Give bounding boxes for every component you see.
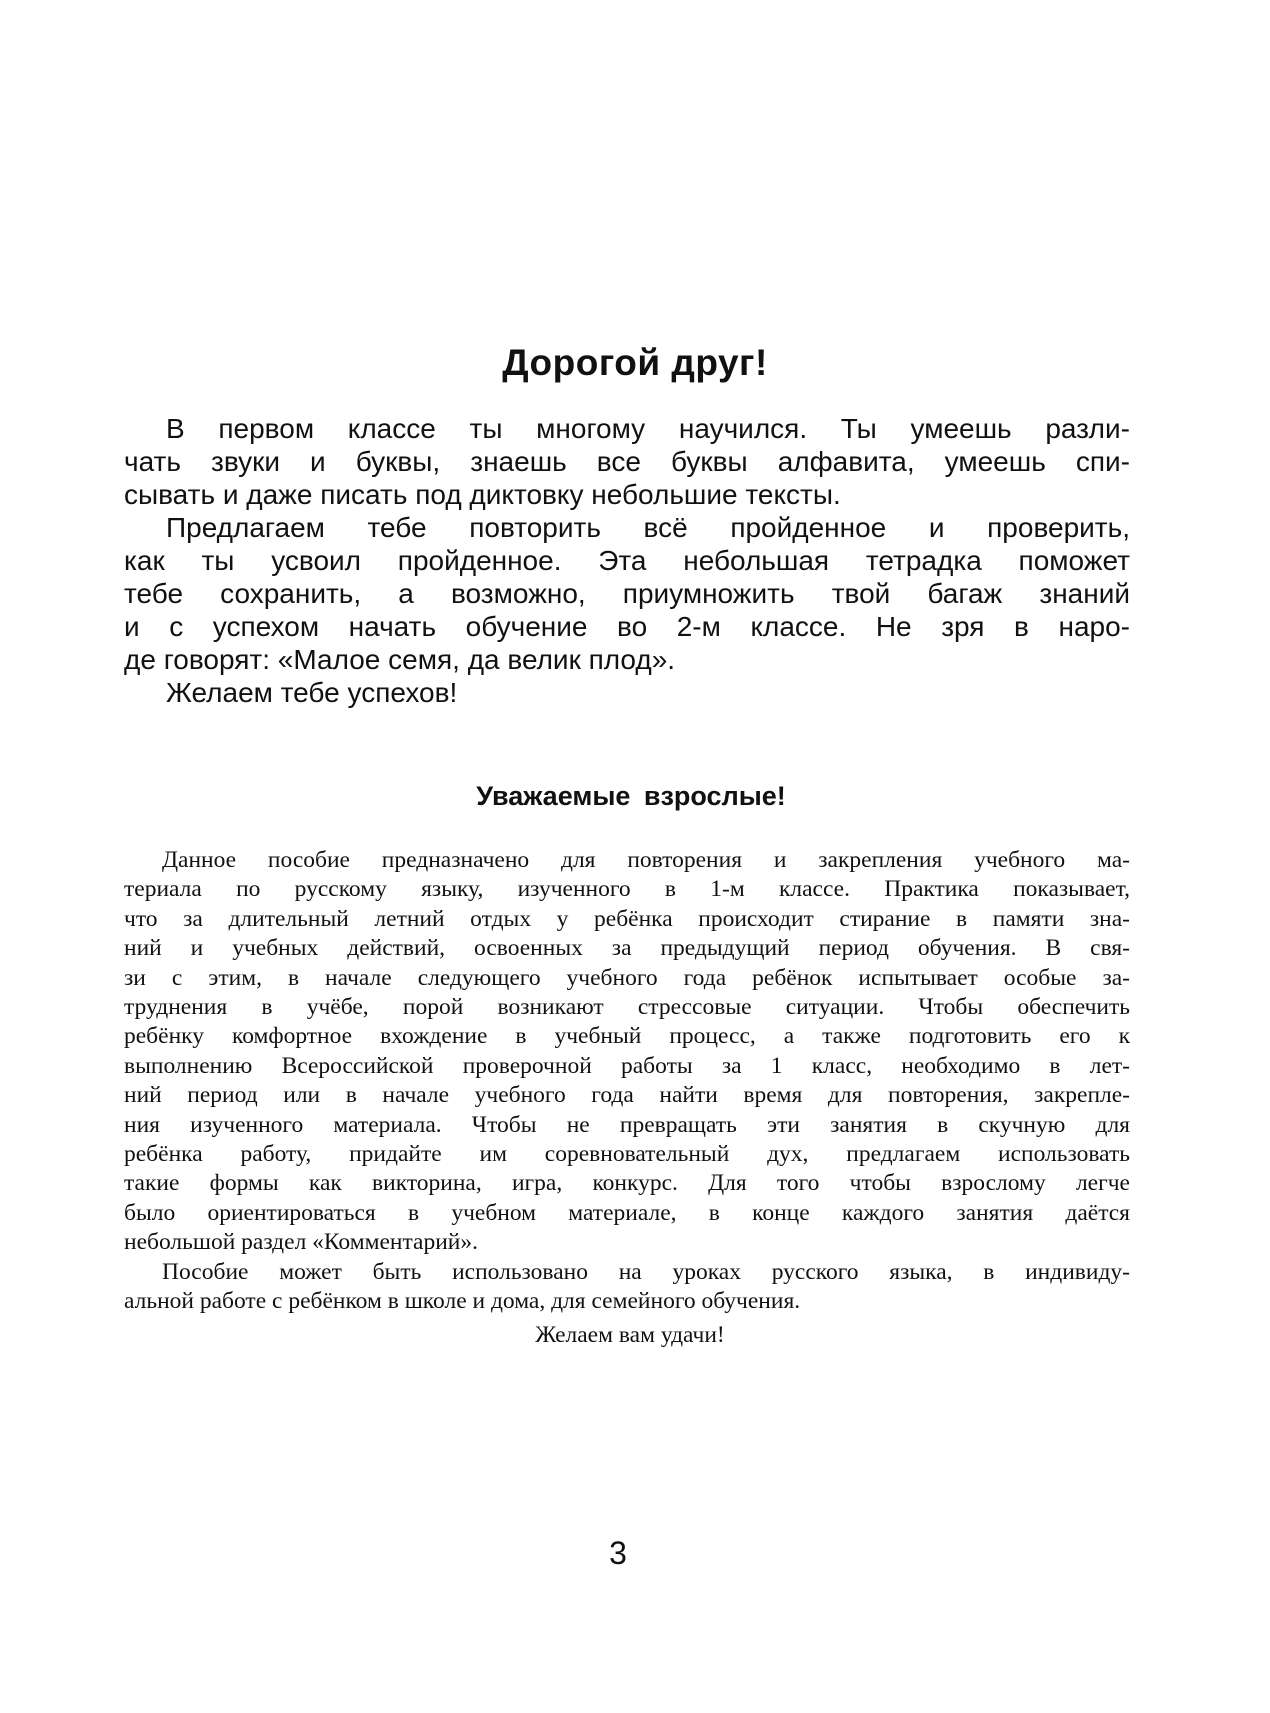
text-line: было ориентироваться в учебном материале, в конце каждого занятия даётся bbox=[124, 1199, 1130, 1226]
text-line: ния изученного материала. Чтобы не превращать эти занятия в скучную для bbox=[124, 1111, 1130, 1138]
text-line: Желаем тебе успехов! bbox=[166, 677, 458, 708]
closing-wish: Желаем вам удачи! bbox=[535, 1322, 725, 1348]
text-line: сывать и даже писать под диктовку небольшие тексты. bbox=[124, 479, 841, 510]
text-line: и с успехом начать обучение во 2-м классе. Не зря в наро- bbox=[124, 611, 1130, 642]
text-line: ребёнку комфортное вхождение в учебный процесс, а также подготовить его к bbox=[124, 1023, 1130, 1050]
text-line: чать звуки и буквы, знаешь все буквы алфавита, умеешь спи- bbox=[124, 446, 1130, 477]
text-line: что за длительный летний отдых у ребёнка происходит стирание в памяти зна- bbox=[124, 905, 1130, 932]
text-line: небольшой раздел «Комментарий». bbox=[124, 1229, 478, 1256]
text-line: Предлагаем тебе повторить всё пройденное и проверить, bbox=[166, 512, 1130, 543]
text-line: де говорят: «Малое семя, да велик плод». bbox=[124, 644, 676, 675]
adults-section-text bbox=[124, 846, 1130, 1317]
text-line: ребёнка работу, придайте им соревновательный дух, предлагаем использовать bbox=[124, 1141, 1130, 1168]
text-line: зи с этим, в начале следующего учебного года ребёнок испытывает особые за- bbox=[124, 964, 1130, 991]
text-line: териала по русскому языку, изученного в 1-м классе. Практика показывает, bbox=[124, 876, 1130, 903]
text-line: альной работе с ребёнком в школе и дома, для семейного обучения. bbox=[124, 1288, 801, 1315]
text-line: Данное пособие предназначено для повторения и закрепления учебного ма- bbox=[162, 847, 1130, 873]
text-line: Пособие может быть использовано на уроках русского языка, в индивиду- bbox=[162, 1258, 1130, 1285]
kids-section-text bbox=[124, 412, 1130, 709]
text-line: ний и учебных действий, освоенных за предыдущий период обучения. В свя- bbox=[124, 935, 1130, 962]
page-number: 3 bbox=[609, 1535, 627, 1571]
adults-section-title: Уважаемые взрослые! bbox=[476, 781, 786, 811]
text-line: как ты усвоил пройденное. Эта небольшая тетрадка поможет bbox=[124, 545, 1130, 576]
text-line: тебе сохранить, а возможно, приумножить твой багаж знаний bbox=[124, 578, 1130, 609]
text-line: труднения в учёбе, порой возникают стрессовые ситуации. Чтобы обеспечить bbox=[124, 994, 1130, 1021]
kids-section-title: Дорогой друг! bbox=[502, 342, 768, 383]
text-line: выполнению Всероссийской проверочной работы за 1 класс, необходимо в лет- bbox=[124, 1052, 1130, 1079]
text-line: ний период или в начале учебного года найти время для повторения, закрепле- bbox=[124, 1082, 1130, 1109]
text-line: такие формы как викторина, игра, конкурс. Для того чтобы взрослому легче bbox=[124, 1170, 1130, 1197]
text-line: В первом классе ты многому научился. Ты умеешь разли- bbox=[166, 413, 1130, 444]
